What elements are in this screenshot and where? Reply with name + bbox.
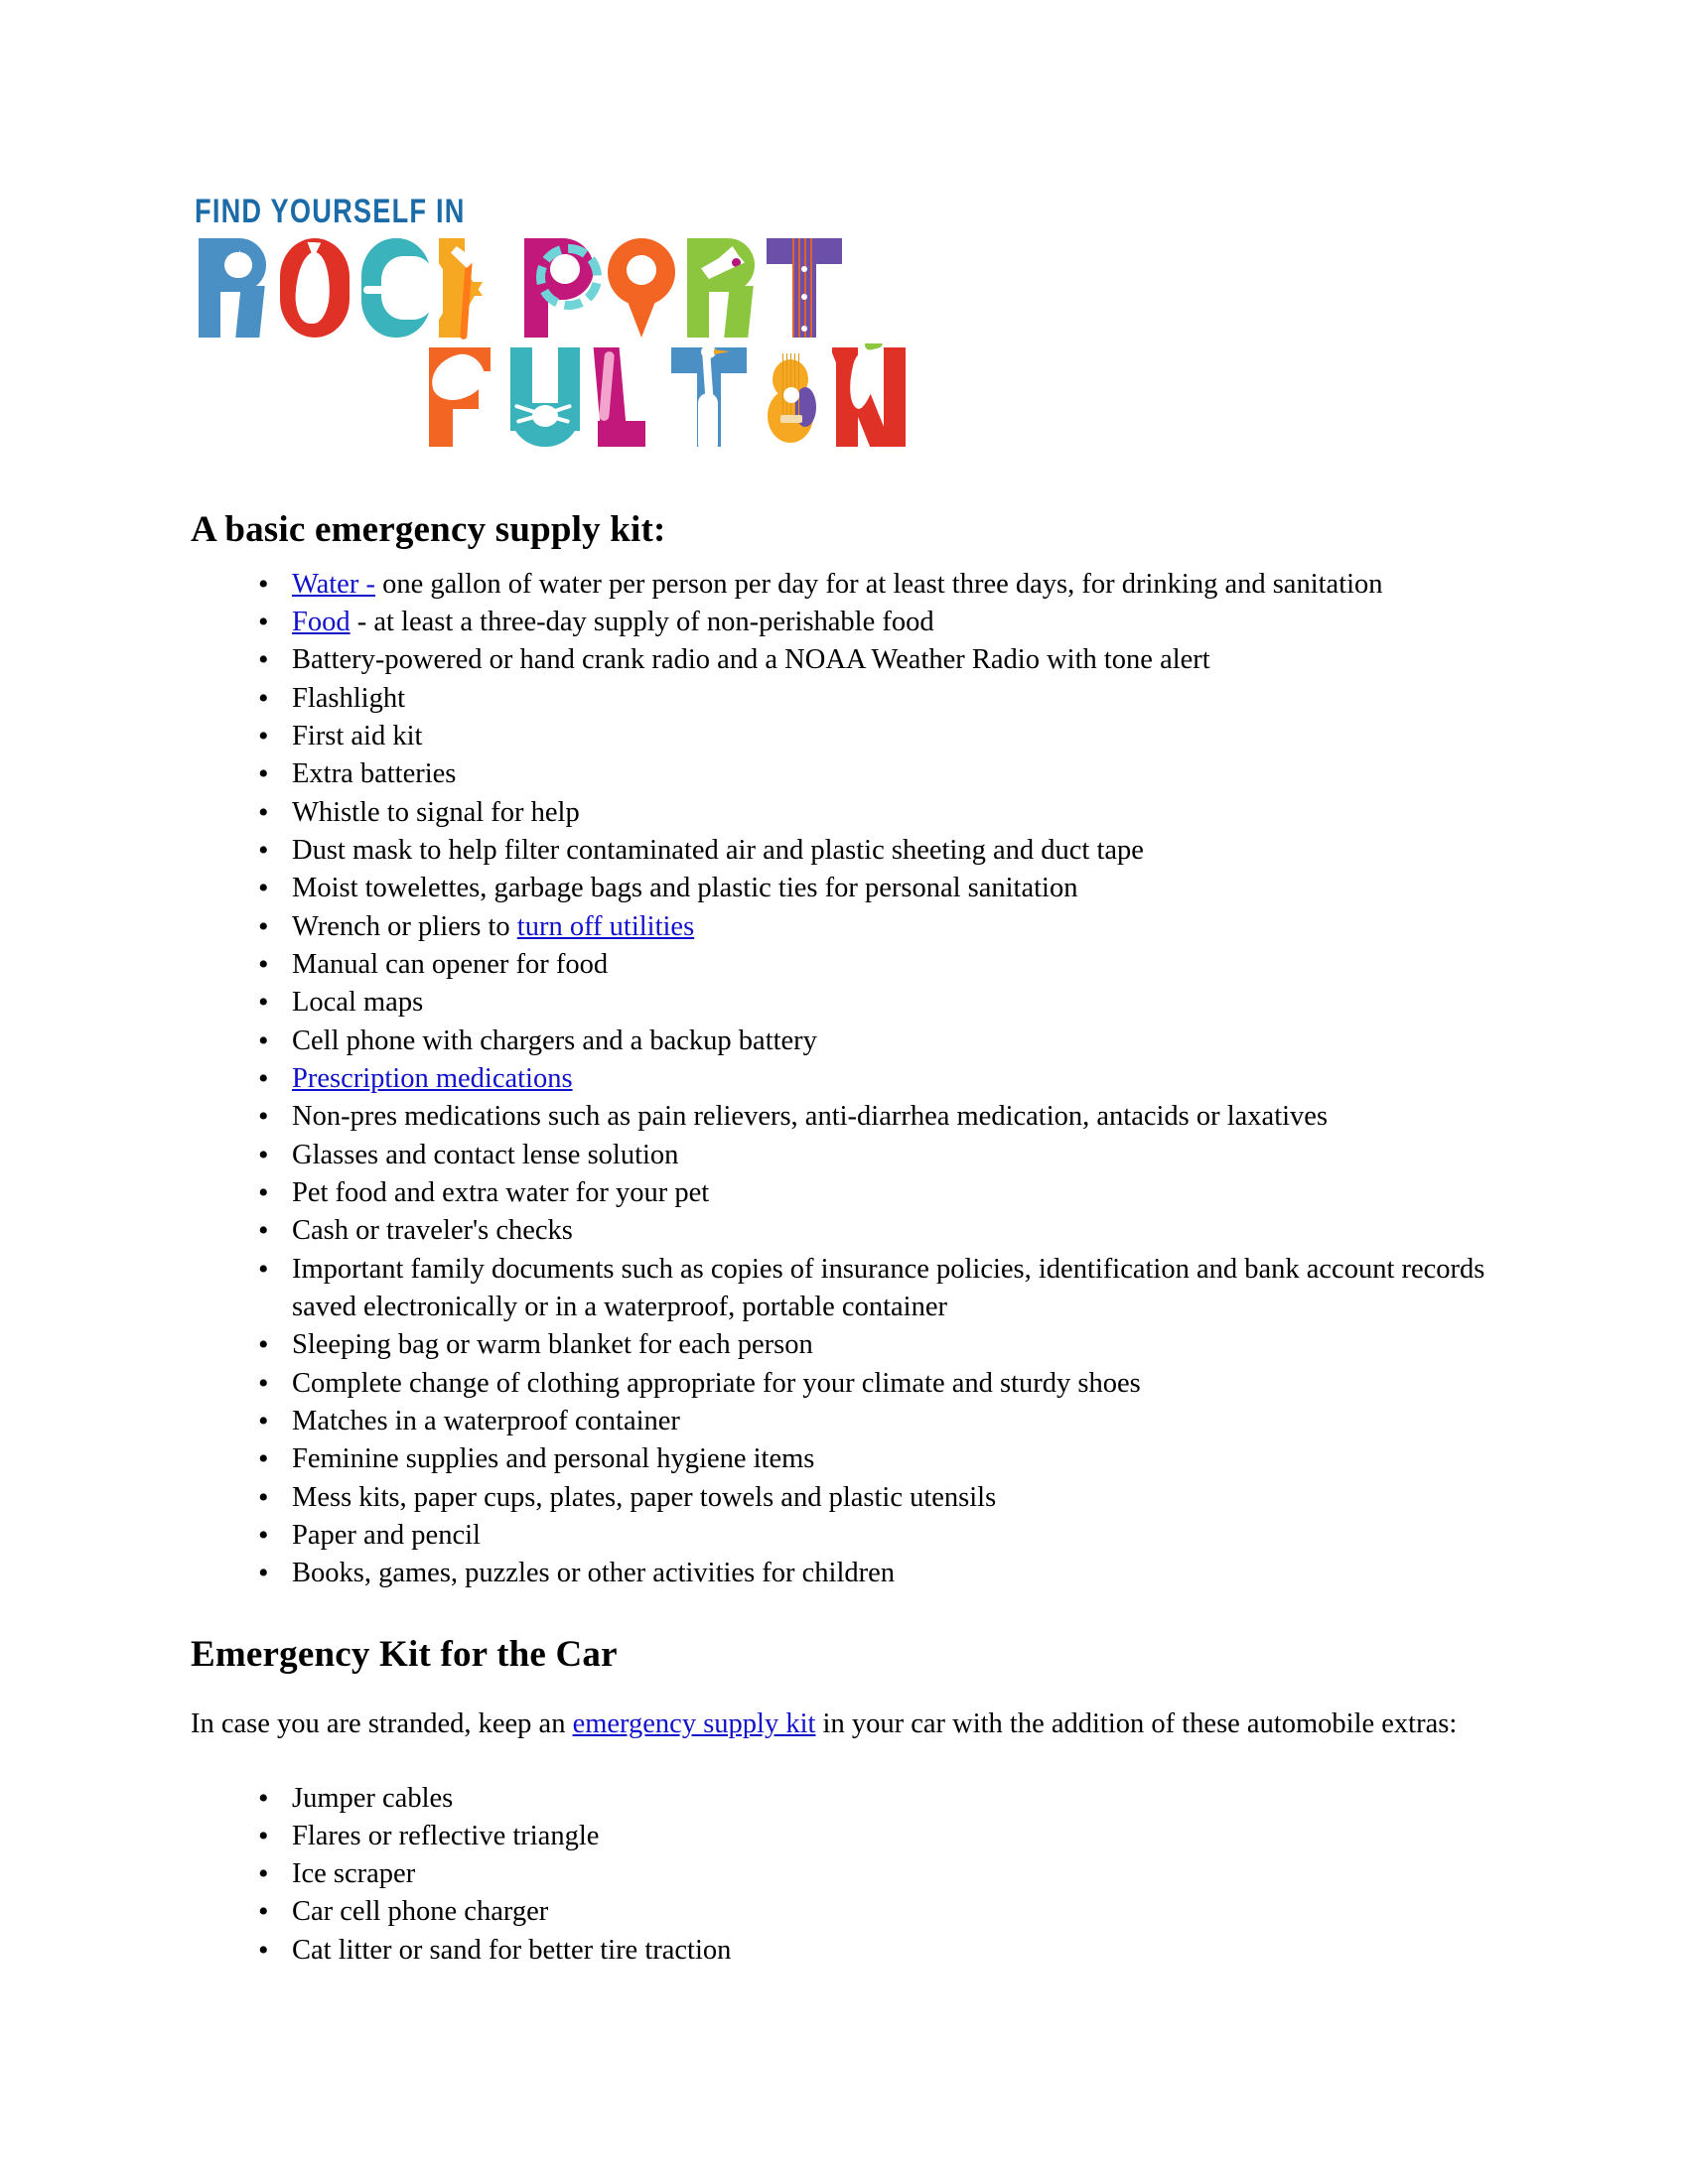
list-item — [254, 1932, 1501, 1970]
list-item-text: Cell phone with chargers and a backup battery — [292, 1024, 817, 1056]
section-heading-car-kit: Emergency Kit for the Car — [191, 1633, 618, 1675]
list-item — [254, 1023, 1501, 1060]
logo-letter-f-shrimp — [425, 343, 508, 451]
logo-word-rockport — [195, 234, 910, 341]
list-item-text: Cash or traveler's checks — [292, 1215, 573, 1247]
list-item-text: Complete change of clothing appropriate for your climate and sturdy shoes — [292, 1367, 1141, 1399]
list-item-text: Jumper cables — [292, 1782, 454, 1814]
rockport-fulton-logo — [195, 195, 910, 451]
guitar-strings-icon — [792, 238, 816, 338]
list-item — [254, 1137, 1501, 1174]
logo-letter-t-strings — [765, 234, 848, 341]
logo-letter-p-beads — [520, 234, 604, 341]
list-item-text: Battery-powered or hand crank radio and a NOAA Weather Radio with tone alert — [292, 644, 1210, 676]
list-item-text: Manual can opener for food — [292, 948, 609, 980]
list-item — [254, 1855, 1501, 1893]
list-item — [254, 1780, 1501, 1818]
list-item-text: one gallon of water per person per day for at least three days, for drinking and sanitation — [374, 568, 1383, 600]
list-item — [254, 1212, 1501, 1250]
list-item-text: Whistle to signal for help — [292, 796, 580, 828]
list-item — [254, 1818, 1501, 1855]
logo-letter-o-fish — [276, 234, 359, 341]
list-item — [254, 1893, 1501, 1931]
car-kit-intro-paragraph — [191, 1706, 1501, 1743]
logo-letter-c-wave — [357, 234, 441, 341]
car-kit-list — [191, 1780, 1501, 1971]
list-item-text: Paper and pencil — [292, 1519, 481, 1551]
logo-letter-n-pepper — [832, 343, 915, 451]
list-item-text: Moist towelettes, garbage bags and plastic ties for personal sanitation — [292, 873, 1078, 904]
list-item-text: Extra batteries — [292, 758, 457, 790]
list-item — [254, 1555, 1501, 1592]
list-item — [254, 1326, 1501, 1364]
logo-letter-r-star — [195, 234, 278, 341]
list-item-text: Car cell phone charger — [292, 1896, 549, 1928]
list-item-link[interactable]: Food — [292, 606, 351, 637]
map-pin-icon — [608, 238, 675, 338]
list-item — [254, 566, 1501, 604]
emergency-supply-kit-list — [191, 566, 1501, 1593]
list-item — [254, 604, 1501, 641]
logo-letter-k-palm — [439, 234, 522, 341]
logo-tagline: FIND YOURSELF IN — [195, 193, 466, 230]
list-item-text: Ice scraper — [292, 1858, 416, 1890]
list-item — [254, 755, 1501, 793]
list-item-text: Feminine supplies and personal hygiene items — [292, 1443, 815, 1475]
list-item-text: Flares or reflective triangle — [292, 1820, 600, 1851]
list-item-text: Local maps — [292, 987, 424, 1019]
logo-letter-t-heron — [669, 343, 753, 451]
list-item-text: Cat litter or sand for better tire traction — [292, 1934, 732, 1966]
logo-letter-r-hummingbird — [683, 234, 767, 341]
list-item — [254, 1479, 1501, 1517]
list-item — [254, 832, 1501, 870]
list-item-text: Pet food and extra water for your pet — [292, 1176, 710, 1208]
logo-letter-o-guitar — [751, 343, 834, 451]
list-item — [254, 946, 1501, 984]
page-title: A basic emergency supply kit: — [191, 509, 666, 550]
list-item — [254, 680, 1501, 718]
list-item — [254, 718, 1501, 755]
document-body — [191, 508, 1501, 1970]
list-item — [254, 870, 1501, 907]
list-item-text: Matches in a waterproof container — [292, 1405, 680, 1436]
list-item-text: Dust mask to help filter contaminated air and plastic sheeting and duct tape — [292, 834, 1144, 866]
list-item-text: Important family documents such as copies of insurance policies, identification and bank account records saved electronically or in a waterproof, portable container — [292, 1253, 1485, 1322]
list-item — [254, 641, 1501, 679]
list-item — [254, 1060, 1501, 1098]
guitar-icon — [765, 353, 816, 445]
palm-tree-icon — [449, 242, 483, 338]
crab-icon — [520, 395, 570, 437]
list-item-text: Flashlight — [292, 682, 406, 714]
heron-icon — [691, 345, 727, 449]
list-item — [254, 1365, 1501, 1403]
list-item — [254, 1251, 1501, 1327]
list-item — [254, 794, 1501, 832]
list-item-text: Glasses and contact lense solution — [292, 1139, 679, 1170]
list-item — [254, 908, 1501, 946]
list-item-text: First aid kit — [292, 720, 423, 751]
car-kit-intro-post: in your car with the addition of these automobile extras: — [815, 1708, 1458, 1740]
list-item-text: - at least a three-day supply of non-perishable food — [350, 606, 934, 637]
list-item — [254, 1098, 1501, 1136]
list-item — [254, 1174, 1501, 1212]
logo-letter-u-crab — [506, 343, 590, 451]
beads-icon — [536, 244, 602, 310]
list-item-text: Books, games, puzzles or other activities for children — [292, 1558, 896, 1589]
list-item — [254, 1440, 1501, 1478]
list-item-text: Wrench or pliers to — [292, 910, 517, 942]
wave-icon — [363, 286, 405, 294]
list-item-text: Sleeping bag or warm blanket for each person — [292, 1329, 813, 1361]
list-item-link[interactable]: turn off utilities — [516, 910, 695, 942]
logo-letter-l-feather — [588, 343, 671, 451]
car-kit-intro-pre: In case you are stranded, keep an — [191, 1708, 573, 1740]
list-item — [254, 984, 1501, 1022]
logo-letter-o-map-pin — [602, 234, 685, 341]
logo-word-fulton — [425, 343, 910, 451]
list-item — [254, 1403, 1501, 1440]
list-item — [254, 1517, 1501, 1555]
emergency-supply-kit-link[interactable]: emergency supply kit — [572, 1708, 816, 1740]
list-item-text: Non-pres medications such as pain relievers, anti-diarrhea medication, antacids or laxatives — [292, 1101, 1329, 1133]
list-item-link[interactable]: Water - — [292, 568, 375, 600]
list-item-link[interactable]: Prescription medications — [292, 1062, 573, 1094]
list-item-text: Mess kits, paper cups, plates, paper towels and plastic utensils — [292, 1481, 997, 1513]
